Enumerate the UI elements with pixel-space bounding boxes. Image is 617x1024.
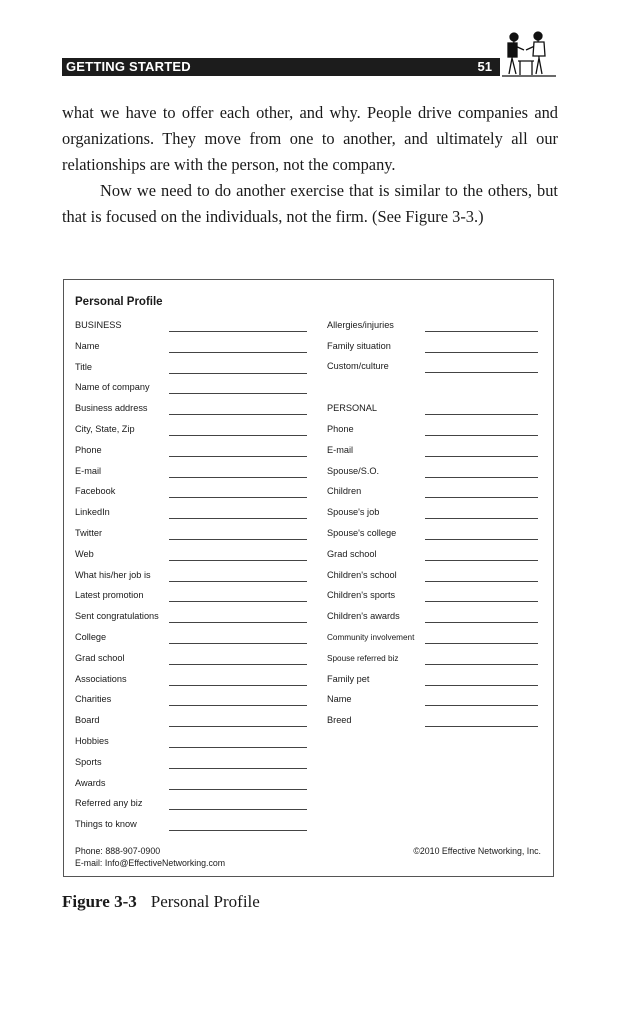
copyright: ©2010 Effective Networking, Inc. [413,846,541,856]
fill-in-line[interactable] [425,664,538,665]
section-title: GETTING STARTED [66,59,191,74]
field-label: Grad school [327,549,377,559]
fill-in-line[interactable] [169,830,307,831]
form-row [75,403,315,417]
field-label: BUSINESS [75,320,122,330]
fill-in-line[interactable] [425,539,538,540]
field-label: Family pet [327,674,370,684]
field-label: Children's school [327,570,397,580]
form-row [75,445,315,459]
fill-in-line[interactable] [425,581,538,582]
field-label: Custom/culture [327,361,389,371]
contact-email: E-mail: Info@EffectiveNetworking.com [75,857,226,868]
form-contact [75,846,225,869]
form-row [327,403,542,417]
form-row [75,362,315,376]
form-row [75,424,315,438]
form-row [327,715,542,729]
form-row [75,570,315,584]
form-row [75,549,315,563]
fill-in-line[interactable] [169,685,307,686]
form-row [327,341,542,355]
form-row [75,819,315,833]
field-label: Sent congratulations [75,611,159,621]
form-row [75,341,315,355]
field-label: E-mail [327,445,354,455]
form-row [75,653,315,667]
fill-in-line[interactable] [169,373,307,374]
field-label: Hobbies [75,736,109,746]
field-label: Spouse's job [327,507,380,517]
field-label: Name [75,341,100,351]
fill-in-line[interactable] [169,414,307,415]
field-label: Associations [75,674,127,684]
form-row [75,507,315,521]
field-label: City, State, Zip [75,424,135,434]
field-label: Phone [75,445,102,455]
field-label: PERSONAL [327,403,378,413]
running-header [62,58,500,76]
fill-in-line[interactable] [425,726,538,727]
fill-in-line[interactable] [425,497,538,498]
field-label: Things to know [75,819,137,829]
field-label: Name [327,694,352,704]
fill-in-line[interactable] [169,643,307,644]
field-label: Awards [75,778,106,788]
fill-in-line[interactable] [169,705,307,706]
fill-in-line[interactable] [425,456,538,457]
field-label: Grad school [75,653,125,663]
field-label: Children's awards [327,611,400,621]
field-label: Spouse/S.O. [327,466,380,476]
field-label: Breed [327,715,352,725]
form-row [327,570,542,584]
fill-in-line[interactable] [425,622,538,623]
form-row [75,632,315,646]
fill-in-line[interactable] [425,331,538,332]
fill-in-line[interactable] [169,768,307,769]
fill-in-line[interactable] [169,747,307,748]
field-label: Sports [75,757,102,767]
field-label: Charities [75,694,112,704]
contact-phone: Phone: 888-907-0900 [75,846,161,856]
fill-in-line[interactable] [425,414,538,415]
field-label: Board [75,715,100,725]
handshake-icon [500,28,558,78]
fill-in-line[interactable] [169,393,307,394]
fill-in-line[interactable] [169,581,307,582]
field-label: Latest promotion [75,590,144,600]
form-row [327,674,542,688]
fill-in-line[interactable] [169,560,307,561]
fill-in-line[interactable] [169,497,307,498]
field-label: Allergies/injuries [327,320,394,330]
fill-in-line[interactable] [425,601,538,602]
form-row [327,424,542,438]
page-number: 51 [477,59,492,74]
field-label: Business address [75,403,148,413]
form-row [327,466,542,480]
field-label: Children [327,486,362,496]
form-row [75,590,315,604]
form-row [327,549,542,563]
paragraph: Now we need to do another exercise that is similar to the others, but that is focused on the individuals, not the firm. (See Figure 3-3.) [62,181,558,226]
fill-in-line[interactable] [425,435,538,436]
fill-in-line[interactable] [425,643,538,644]
field-label: College [75,632,107,642]
fill-in-line[interactable] [169,352,307,353]
fill-in-line[interactable] [425,372,538,373]
field-label: Name of company [75,382,150,392]
form-row [327,694,542,708]
field-label: Community involvement [327,633,415,642]
form-row [75,466,315,480]
form-row [75,320,315,334]
fill-in-line[interactable] [425,685,538,686]
form-row [327,320,542,334]
body-text [62,100,558,230]
form-row [327,653,542,667]
fill-in-line[interactable] [425,477,538,478]
field-label: Referred any biz [75,798,143,808]
form-row [327,611,542,625]
paragraph: what we have to offer each other, and why. People drive companies and organizations. They move from one to another, and ultimately all our relationships are with the person, not the company. [62,103,558,174]
form-row [75,674,315,688]
form-row [75,528,315,542]
field-label: Phone [327,424,354,434]
field-label: Family situation [327,341,391,351]
fill-in-line[interactable] [169,456,307,457]
field-label: Facebook [75,486,116,496]
form-row [327,445,542,459]
fill-in-line[interactable] [169,539,307,540]
fill-in-line[interactable] [425,560,538,561]
form-row [75,694,315,708]
form-row [327,632,542,646]
field-label: Spouse's college [327,528,397,538]
fill-in-line[interactable] [169,435,307,436]
personal-profile-form [63,279,554,877]
form-row [75,736,315,750]
form-row [75,715,315,729]
figure-title: Personal Profile [150,892,260,911]
fill-in-line[interactable] [425,352,538,353]
form-row [75,486,315,500]
figure-number: Figure 3-3 [62,892,137,911]
form-row [75,757,315,771]
form-row [75,611,315,625]
fill-in-line[interactable] [425,518,538,519]
form-row [327,590,542,604]
field-label: What his/her job is [75,570,151,580]
form-row [75,382,315,396]
field-label: Web [75,549,94,559]
form-row [327,507,542,521]
form-title: Personal Profile [75,296,163,308]
fill-in-line[interactable] [169,622,307,623]
field-label: Twitter [75,528,103,538]
fill-in-line[interactable] [169,789,307,790]
field-label: Title [75,362,93,372]
fill-in-line[interactable] [169,726,307,727]
field-label: Spouse referred biz [327,654,399,663]
field-label: E-mail [75,466,102,476]
form-row [75,778,315,792]
fill-in-line[interactable] [169,518,307,519]
fill-in-line[interactable] [169,664,307,665]
form-row [327,361,542,375]
form-row [327,486,542,500]
figure-caption [62,892,260,912]
form-row [75,798,315,812]
field-label: LinkedIn [75,507,110,517]
fill-in-line[interactable] [169,331,307,332]
fill-in-line[interactable] [425,705,538,706]
fill-in-line[interactable] [169,809,307,810]
fill-in-line[interactable] [169,477,307,478]
field-label: Children's sports [327,590,396,600]
fill-in-line[interactable] [169,601,307,602]
form-row [327,528,542,542]
